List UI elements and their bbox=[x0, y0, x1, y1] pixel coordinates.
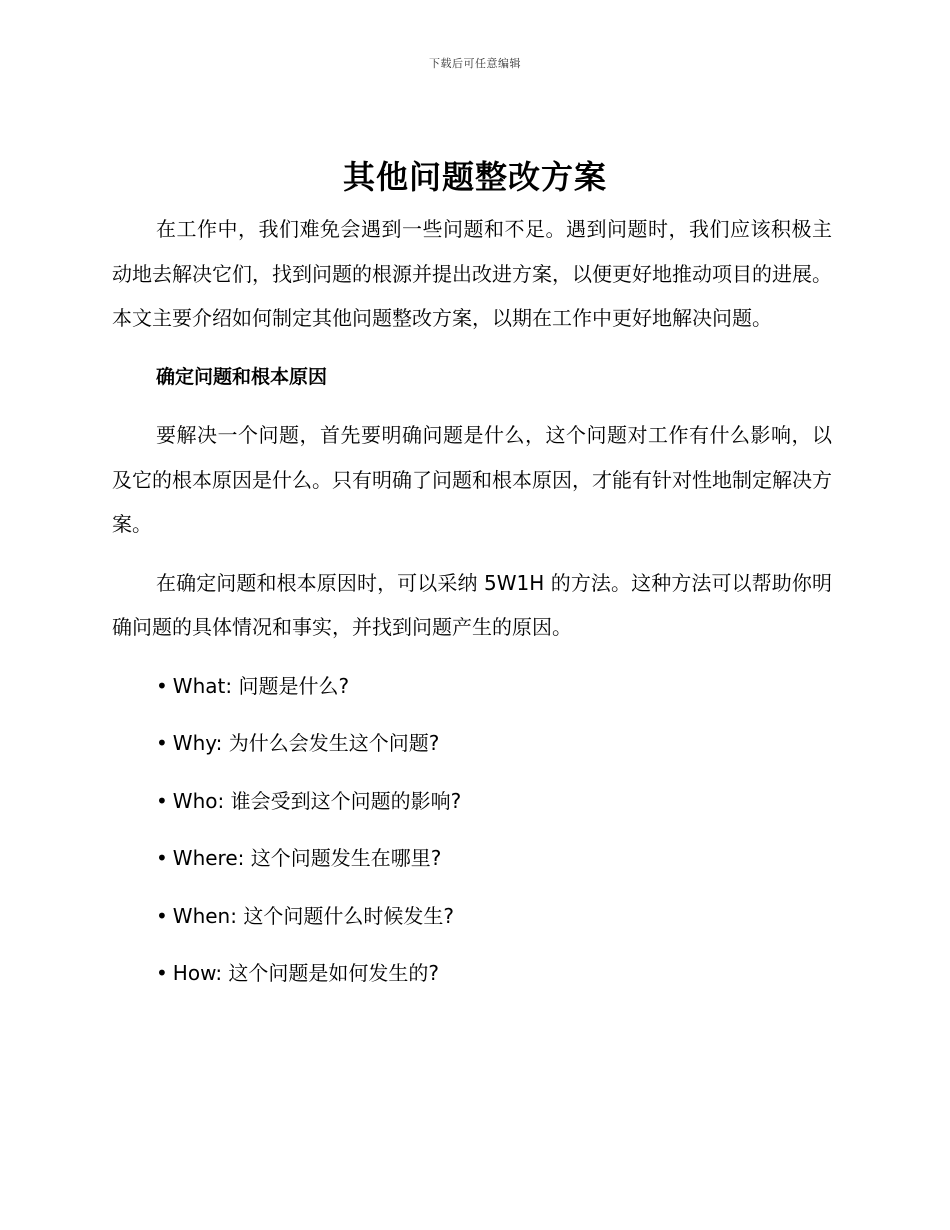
list-item-text: Why: 为什么会发生这个问题? bbox=[172, 731, 440, 755]
list-item bbox=[156, 664, 832, 708]
list-item-text: What: 问题是什么? bbox=[172, 673, 350, 698]
list-item-text: How: 这个问题是如何发生的? bbox=[172, 961, 440, 985]
list-item-text: When: 这个问题什么时候发生? bbox=[172, 903, 454, 928]
list-item bbox=[156, 894, 832, 938]
intro-paragraph: 在工作中，我们难免会遇到一些问题和不足。遇到问题时，我们应该积极主动地去解决它们，找到问题的根源并提出改进方案，以便更好地推动项目的进展。本文主要介绍如何制定其他问题整改方案，以期在工作中更好地解决问题。 bbox=[112, 217, 832, 330]
list-item bbox=[156, 779, 832, 823]
header-note: 下载后可任意编辑 bbox=[429, 57, 521, 70]
bullet-marker: • bbox=[156, 731, 168, 755]
5w1h-list bbox=[112, 664, 832, 996]
list-item-text: Who: 谁会受到这个问题的影响? bbox=[172, 788, 462, 813]
page-title: 其他问题整改方案 bbox=[342, 158, 607, 196]
bullet-marker: • bbox=[156, 788, 168, 813]
section-heading: 确定问题和根本原因 bbox=[156, 365, 328, 388]
bullet-marker: • bbox=[156, 673, 168, 698]
bullet-marker: • bbox=[156, 846, 168, 870]
list-item bbox=[156, 951, 832, 995]
bullet-marker: • bbox=[156, 903, 168, 928]
list-item-text: Where: 这个问题发生在哪里? bbox=[172, 846, 442, 870]
section-paragraph-2: 在确定问题和根本原因时，可以采纳 5W1H 的方法。这种方法可以帮助你明确问题的具体情况和事实，并找到问题产生的原因。 bbox=[112, 570, 832, 639]
document-body bbox=[112, 207, 832, 1009]
list-item bbox=[156, 836, 832, 880]
bullet-marker: • bbox=[156, 961, 168, 985]
list-item bbox=[156, 721, 832, 765]
section-paragraph-1: 要解决一个问题，首先要明确问题是什么，这个问题对工作有什么影响，以及它的根本原因是什么。只有明确了问题和根本原因，才能有针对性地制定解决方案。 bbox=[112, 423, 832, 536]
